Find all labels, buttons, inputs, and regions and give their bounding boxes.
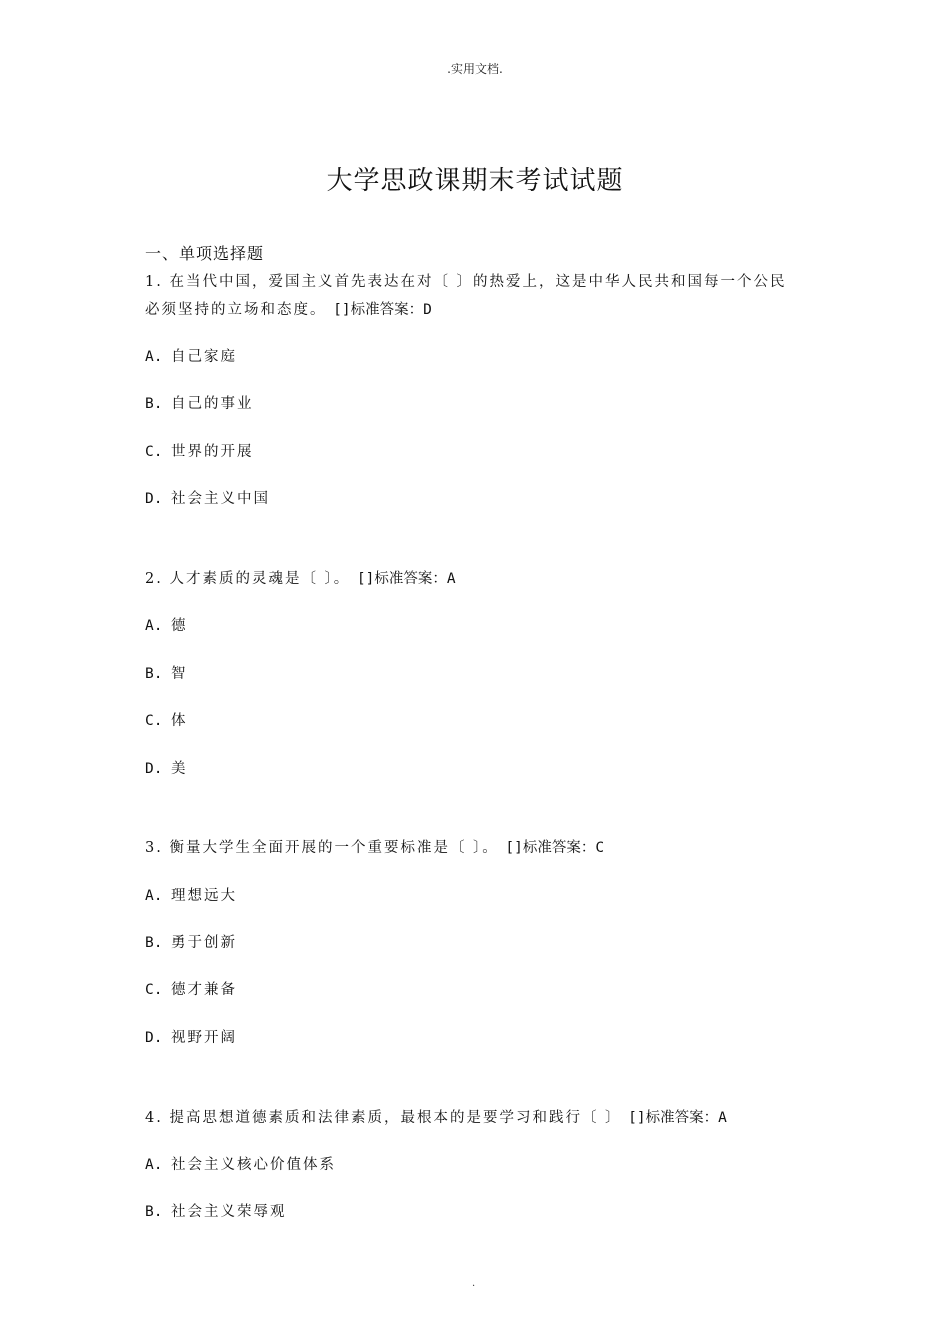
question-3-line1: 3. 衡量大学生全面开展的一个重要标准是〔 〕。 [145, 840, 499, 856]
option-letter: C. [145, 982, 163, 998]
question-4-option-a [145, 1153, 336, 1174]
question-1-option-b [145, 392, 254, 413]
question-2-option-c [145, 709, 188, 730]
option-letter: C. [145, 444, 163, 460]
option-text: 勇于创新 [171, 935, 237, 951]
question-4-answer: []标准答案：A [628, 1110, 727, 1126]
question-3-option-c [145, 978, 237, 999]
question-3-option-d [145, 1026, 237, 1047]
question-1-option-d [145, 487, 270, 508]
question-2-text [145, 567, 456, 588]
option-letter: B. [145, 396, 163, 412]
option-letter: A. [145, 349, 163, 365]
question-1-option-c [145, 440, 254, 461]
option-text: 自己的事业 [171, 396, 254, 412]
page-header: .实用文档. [447, 62, 503, 76]
section-title: 一、单项选择题 [145, 244, 265, 263]
question-1-text [145, 270, 787, 291]
option-letter: B. [145, 1204, 163, 1220]
option-text: 社会主义核心价值体系 [171, 1157, 336, 1173]
question-1-option-a [145, 345, 237, 366]
option-text: 视野开阔 [171, 1030, 237, 1046]
question-3-text [145, 836, 604, 857]
option-text: 体 [171, 713, 188, 729]
option-letter: A. [145, 888, 163, 904]
option-text: 理想远大 [171, 888, 237, 904]
question-1-line1: 1. 在当代中国，爱国主义首先表达在对〔 〕的热爱上，这是中华人民共和国每一个公民 [145, 274, 787, 290]
document-title: 大学思政课期末考试试题 [326, 166, 624, 196]
question-1-line2: 必须坚持的立场和态度。 [145, 302, 327, 318]
question-2-option-d [145, 757, 188, 778]
question-1-text-cont [145, 298, 432, 319]
option-letter: B. [145, 935, 163, 951]
question-2-line1: 2. 人才素质的灵魂是〔 〕。 [145, 571, 351, 587]
question-2-option-a [145, 614, 188, 635]
question-3-option-a [145, 884, 237, 905]
option-letter: D. [145, 761, 163, 777]
page-footer: . [472, 1278, 476, 1289]
option-text: 社会主义中国 [171, 491, 270, 507]
question-4-text [145, 1106, 727, 1127]
option-text: 德 [171, 618, 188, 634]
question-3-option-b [145, 931, 237, 952]
option-text: 自己家庭 [171, 349, 237, 365]
option-letter: A. [145, 1157, 163, 1173]
question-3-answer: []标准答案：C [505, 840, 605, 856]
option-text: 社会主义荣辱观 [171, 1204, 287, 1220]
option-text: 美 [171, 761, 188, 777]
question-1-answer: []标准答案：D [333, 302, 432, 318]
question-4-line1: 4. 提高思想道德素质和法律素质，最根本的是要学习和践行〔 〕 [145, 1110, 622, 1126]
option-letter: D. [145, 1030, 163, 1046]
option-text: 世界的开展 [171, 444, 254, 460]
question-2-option-b [145, 662, 188, 683]
option-letter: D. [145, 491, 163, 507]
option-text: 智 [171, 666, 188, 682]
option-letter: B. [145, 666, 163, 682]
option-letter: A. [145, 618, 163, 634]
option-text: 德才兼备 [171, 982, 237, 998]
option-letter: C. [145, 713, 163, 729]
question-2-answer: []标准答案：A [356, 571, 456, 587]
question-4-option-b [145, 1200, 287, 1221]
